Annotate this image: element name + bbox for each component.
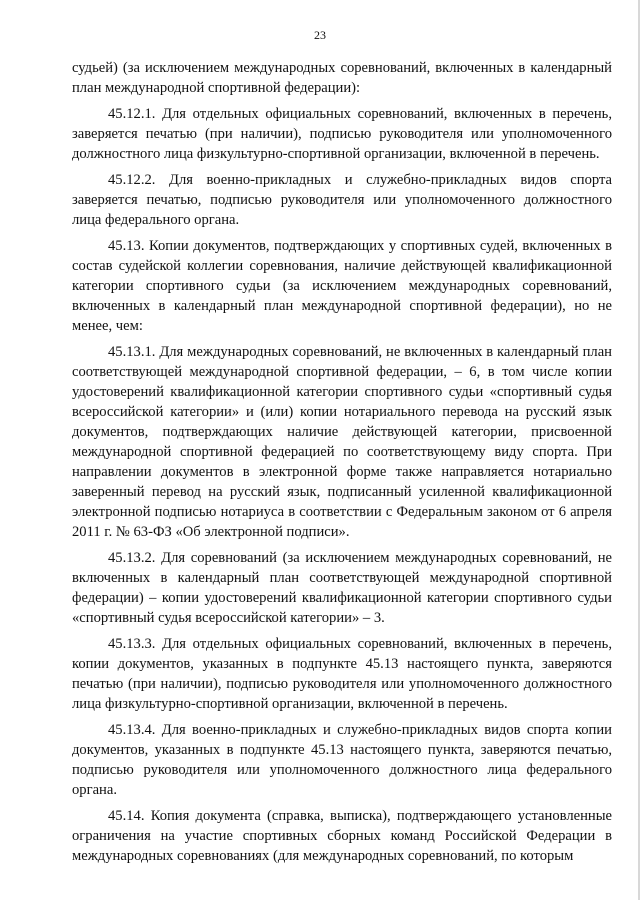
paragraph-45-13: 45.13. Копии документов, подтверждающих у спортивных судей, включенных в состав судейской коллегии соревнования, наличие действующей квалификационной категории спортивного судьи (за исключением международных соревнований, включенных в календарный план международной спортивной федерации), но не менее, чем: [72, 238, 612, 334]
paragraph-45-13-4: 45.13.4. Для военно-прикладных и служебно-прикладных видов спорта копии документов, указанных в подпункте 45.13 настоящего пункта, заверяются печатью, подписью руководителя или уполномоченного должностного лица федерального органа. [72, 722, 612, 798]
paragraph-45-13-3: 45.13.3. Для отдельных официальных соревнований, включенных в перечень, копии документов, указанных в подпункте 45.13 настоящего пункта, заверяются печатью (при наличии), подписью руководителя или уполномоченного должностного лица физкультурно-спортивной организации, включенной в перечень. [72, 636, 612, 712]
paragraph-45-12-1: 45.12.1. Для отдельных официальных соревнований, включенных в перечень, заверяется печатью (при наличии), подписью руководителя или уполномоченного должностного лица физкультурно-спортивной организации, включенной в перечень. [72, 106, 612, 162]
paragraph-continuation: судьей) (за исключением международных соревнований, включенных в календарный план международной спортивной федерации): [72, 60, 612, 96]
paragraph-45-14: 45.14. Копия документа (справка, выписка), подтверждающего установленные ограничения на участие спортивных сборных команд Российской Федерации в международных соревнованиях (для международных соревнований, по которым [72, 808, 612, 864]
document-body [72, 58, 612, 872]
paragraph-45-13-1: 45.13.1. Для международных соревнований, не включенных в календарный план соответствующей международной спортивной федерации, – 6, в том числе копии удостоверений квалификационной категории спортивного судьи «спортивный судья всероссийской категории» и (или) копии нотариального перевода на русский язык документов, подтверждающих наличие действующей категории, присвоенной международной спортивной федерацией по соответствующему виду спорта. При направлении документов в электронной форме также направляется нотариально заверенный перевод на русский язык, подписанный усиленной квалификационной электронной подписью нотариуса в соответствии с Федеральным законом от 6 апреля 2011 г. № 63-ФЗ «Об электронной подписи». [72, 344, 612, 540]
page-number: 23 [314, 28, 326, 42]
paragraph-45-13-2: 45.13.2. Для соревнований (за исключением международных соревнований, не включенных в календарный план соответствующей международной спортивной федерации) – копии удостоверений квалификационной категории спортивного судьи «спортивный судья всероссийской категории» – 3. [72, 550, 612, 626]
paragraph-45-12-2: 45.12.2. Для военно-прикладных и служебно-прикладных видов спорта заверяется печатью, подписью руководителя или уполномоченного должностного лица федерального органа. [72, 172, 612, 228]
